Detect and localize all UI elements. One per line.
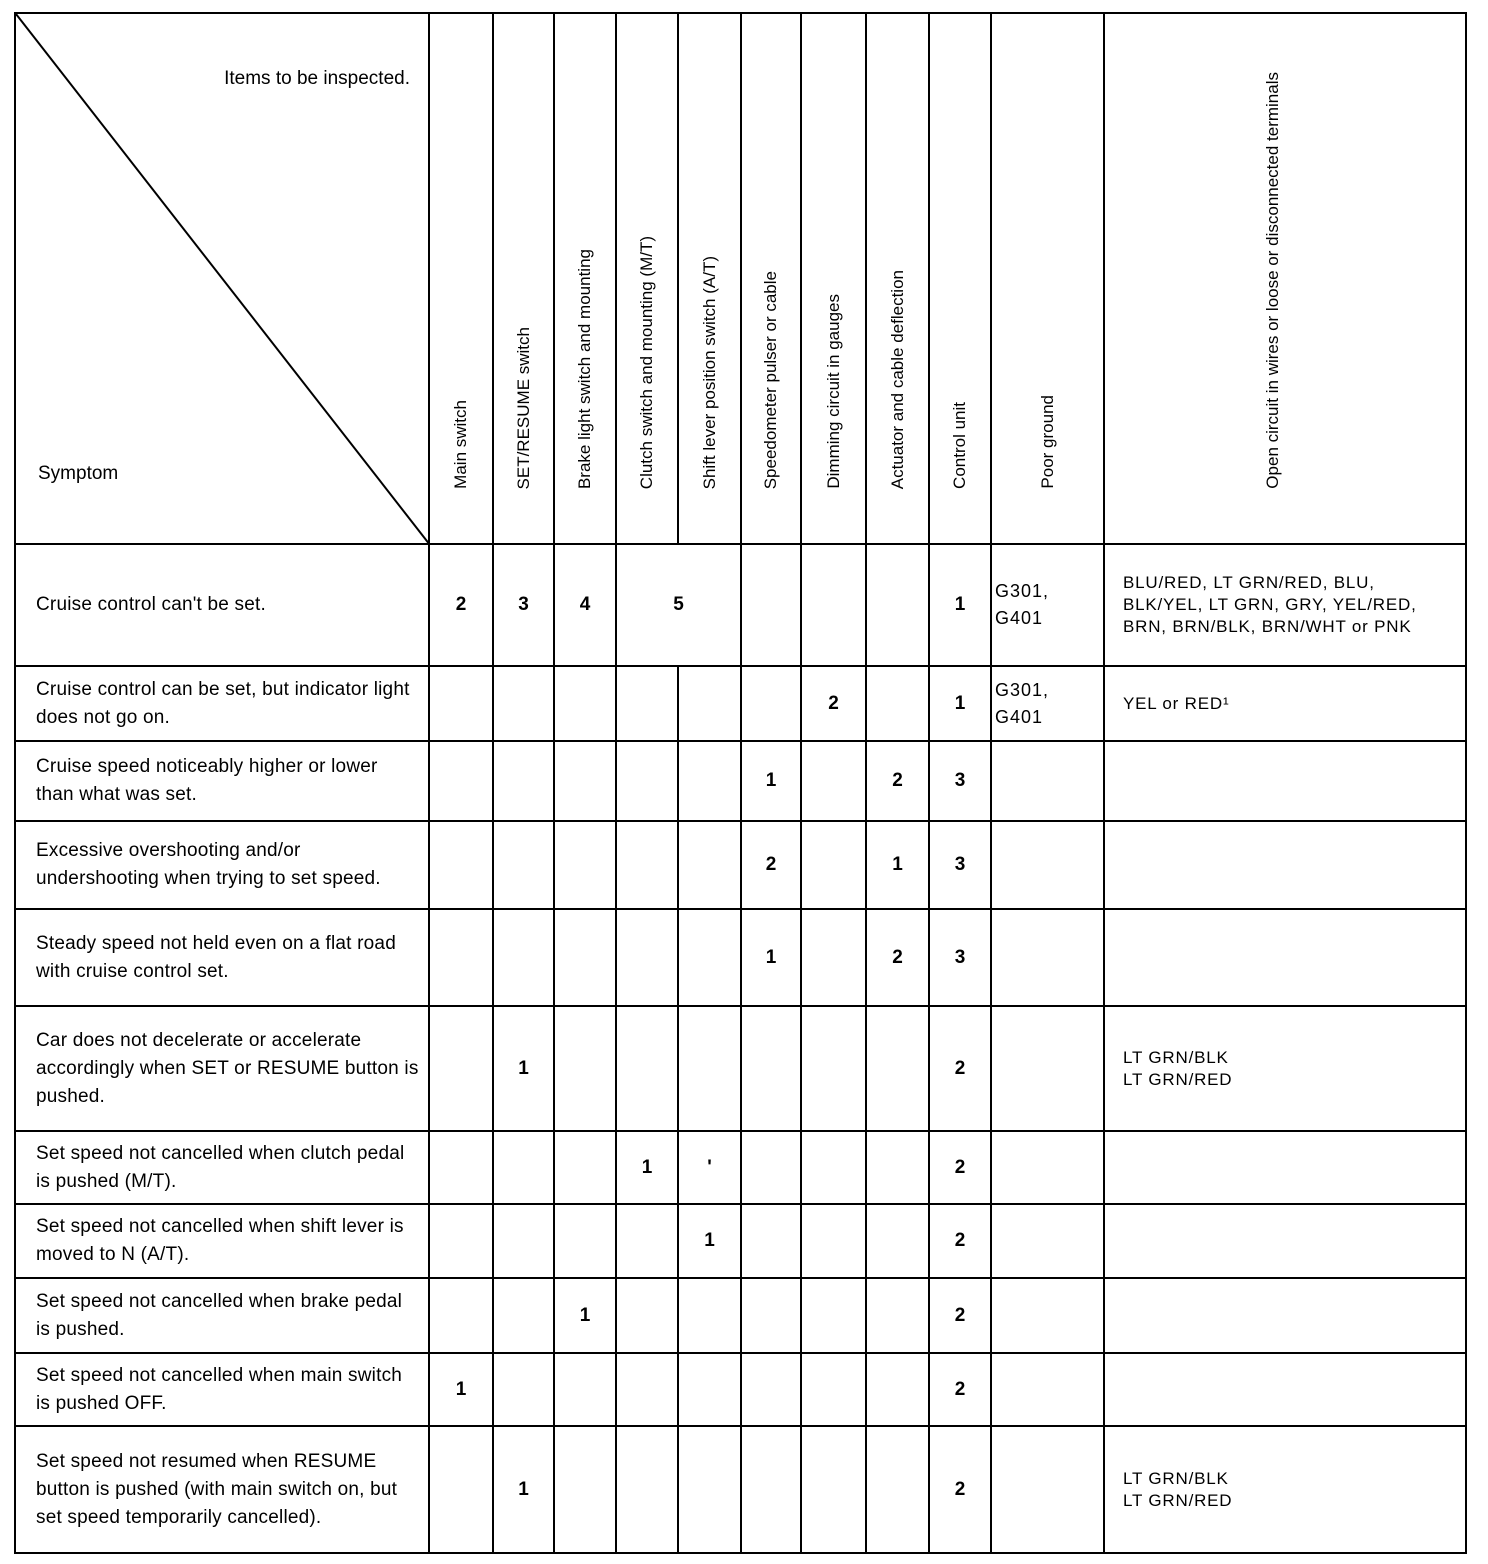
check-order-cell [428, 1277, 494, 1354]
poor-ground-cell [990, 1005, 1105, 1132]
check-order-cell [553, 1005, 617, 1132]
wires-cell [1103, 1203, 1467, 1279]
check-order-cell [492, 820, 555, 910]
check-order-cell [615, 1352, 679, 1427]
check-order-value: 1 [579, 1304, 591, 1326]
symptom-text: Steady speed not held even on a flat road with cruise control set. [36, 932, 396, 982]
column-header-label: Clutch switch and mounting (M/T) [637, 235, 656, 489]
symptom-cell [14, 665, 430, 742]
check-order-cell [740, 1277, 802, 1354]
symptom-text: Set speed not cancelled when main switch is pushed OFF. [36, 1364, 403, 1414]
check-order-value: 2 [954, 1230, 966, 1251]
poor-ground-cell [990, 1277, 1105, 1354]
check-order-value: 1 [518, 1478, 529, 1500]
symptom-text: Set speed not cancelled when clutch pedal is pushed (M/T). [36, 1142, 405, 1192]
symptom-text: Set speed not resumed when RESUME button is pushed (with main switch on, but set speed temporarily cancelled). [36, 1450, 398, 1528]
check-order-value: 1 [765, 770, 777, 791]
column-header-label: Main switch [451, 400, 470, 489]
check-order-cell [492, 1425, 555, 1554]
check-order-cell [553, 1425, 617, 1554]
check-order-cell [428, 1203, 494, 1279]
check-order-cell [677, 1277, 742, 1354]
check-order-value: 5 [673, 594, 684, 615]
check-order-cell [800, 1352, 867, 1427]
symptom-cell [14, 1425, 430, 1554]
check-order-cell [928, 820, 992, 910]
symptom-text: Set speed not cancelled when brake pedal is pushed. [36, 1290, 403, 1340]
check-order-cell [428, 1425, 494, 1554]
check-order-value: 2 [892, 946, 903, 968]
check-order-cell [928, 1203, 992, 1279]
symptom-text: Car does not decelerate or accelerate accordingly when SET or RESUME button is pushed. [36, 1029, 419, 1107]
check-order-cell [492, 1203, 555, 1279]
check-order-cell [928, 1130, 992, 1205]
check-order-cell [615, 1425, 679, 1554]
check-order-cell [800, 1425, 867, 1554]
column-header-label: Open circuit in wires or loose or disconnected terminals [1263, 72, 1282, 489]
symptom-cell [14, 1005, 430, 1132]
check-order-cell [800, 1005, 867, 1132]
check-order-cell [928, 740, 992, 822]
symptom-text: Set speed not cancelled when shift lever is moved to N (A/T). [36, 1216, 404, 1265]
check-order-cell [865, 543, 930, 667]
check-order-cell [677, 740, 742, 822]
check-order-cell [677, 1352, 742, 1427]
column-header [928, 12, 992, 545]
symptom-text: Cruise control can be set, but indicator light does not go on. [36, 678, 410, 728]
check-order-cell [865, 908, 930, 1007]
column-header [865, 12, 930, 545]
check-order-cell [740, 1005, 802, 1132]
check-order-cell [428, 1005, 494, 1132]
column-header [740, 12, 802, 545]
check-order-cell [740, 1130, 802, 1205]
check-order-cell [615, 1130, 679, 1205]
check-order-value: 2 [954, 1378, 966, 1400]
column-header-label: Dimming circuit in gauges [823, 294, 843, 489]
column-header-label: Poor ground [1037, 395, 1057, 489]
check-order-cell [928, 543, 992, 667]
check-order-cell [800, 665, 867, 742]
poor-ground-cell [990, 1130, 1105, 1205]
symptom-cell [14, 740, 430, 822]
check-order-cell [800, 1203, 867, 1279]
wires-text: LT GRN/BLK LT GRN/RED [1123, 1468, 1233, 1510]
symptom-cell [14, 1277, 430, 1354]
check-order-cell [865, 820, 930, 910]
poor-ground-cell [990, 820, 1105, 910]
check-order-cell [928, 1425, 992, 1554]
wires-text: BLU/RED, LT GRN/RED, BLU, BLK/YEL, LT GRN, GRY, YEL/RED, BRN, BRN/BLK, BRN/WHT or PNK [1123, 573, 1417, 636]
check-order-cell [492, 908, 555, 1007]
check-order-cell [800, 908, 867, 1007]
symptom-cell [14, 820, 430, 910]
items-label: Items to be inspected. [224, 68, 410, 89]
check-order-value: 2 [954, 1156, 966, 1178]
check-order-cell [492, 740, 555, 822]
check-order-value: 2 [892, 770, 903, 791]
check-order-value: 1 [704, 1230, 715, 1251]
column-header-label: SET/RESUME switch [513, 326, 533, 489]
column-header [677, 12, 742, 545]
check-order-cell [800, 1130, 867, 1205]
symptom-text: Cruise speed noticeably higher or lower than what was set. [36, 756, 378, 805]
check-order-cell [865, 1277, 930, 1354]
check-order-cell [492, 1352, 555, 1427]
check-order-cell [492, 543, 555, 667]
check-order-cell [928, 665, 992, 742]
check-order-value: 4 [579, 594, 591, 615]
check-order-value: 2 [765, 854, 777, 875]
check-order-cell [553, 1352, 617, 1427]
symptom-text: Excessive overshooting and/or undershooting when trying to set speed. [36, 840, 381, 889]
column-header-label: Brake light switch and mounting [575, 248, 594, 489]
check-order-cell [677, 665, 742, 742]
check-order-cell [865, 665, 930, 742]
check-order-cell [553, 1277, 617, 1354]
wires-cell [1103, 1005, 1467, 1132]
check-order-cell [615, 1277, 679, 1354]
column-header-label: Speedometer pulser or cable [761, 270, 780, 489]
check-order-cell [865, 1352, 930, 1427]
column-header [492, 12, 555, 545]
poor-ground-text: G301, G401 [995, 581, 1050, 628]
check-order-value: 3 [954, 854, 966, 875]
poor-ground-cell [990, 740, 1105, 822]
wires-cell [1103, 543, 1467, 667]
check-order-cell [677, 1425, 742, 1554]
column-header-label: Shift lever position switch (A/T) [699, 255, 719, 489]
poor-ground-text: G301, G401 [995, 679, 1050, 727]
check-order-cell [553, 1203, 617, 1279]
check-order-cell [428, 1130, 494, 1205]
check-order-cell [428, 1352, 494, 1427]
check-order-value: 1 [641, 1156, 653, 1178]
check-order-value: 1 [518, 1057, 529, 1079]
check-order-value: 3 [954, 770, 966, 791]
check-order-value: 3 [954, 946, 966, 968]
check-order-cell [553, 543, 617, 667]
check-order-cell [740, 1352, 802, 1427]
check-order-cell [677, 1005, 742, 1132]
check-order-cell [677, 820, 742, 910]
check-order-cell [492, 1277, 555, 1354]
wires-cell [1103, 1277, 1467, 1354]
check-order-cell [800, 1277, 867, 1354]
wires-cell [1103, 740, 1467, 822]
check-order-cell [615, 1005, 679, 1132]
poor-ground-cell [990, 1203, 1105, 1279]
check-order-cell [428, 820, 494, 910]
column-header-label: Control unit [950, 402, 969, 489]
check-order-cell [740, 820, 802, 910]
check-order-cell [615, 543, 742, 667]
check-order-value: 1 [892, 854, 903, 875]
check-order-cell [428, 543, 494, 667]
check-order-value: 1 [954, 594, 966, 615]
check-order-value: ' [707, 1156, 712, 1178]
symptom-cell [14, 1130, 430, 1205]
check-order-cell [553, 740, 617, 822]
poor-ground-cell [990, 908, 1105, 1007]
check-order-cell [677, 908, 742, 1007]
check-order-cell [615, 740, 679, 822]
check-order-value: 2 [455, 594, 467, 615]
check-order-cell [492, 665, 555, 742]
check-order-value: 2 [828, 692, 839, 714]
check-order-value: 1 [455, 1378, 467, 1400]
check-order-cell [428, 665, 494, 742]
wires-cell [1103, 665, 1467, 742]
column-header [1103, 12, 1467, 545]
column-header-label: Actuator and cable deflection [887, 269, 907, 489]
check-order-cell [865, 1203, 930, 1279]
check-order-cell [615, 665, 679, 742]
check-order-value: 1 [954, 692, 966, 714]
symptom-cell [14, 543, 430, 667]
check-order-cell [740, 543, 802, 667]
column-header [553, 12, 617, 545]
check-order-cell [740, 1203, 802, 1279]
check-order-cell [740, 665, 802, 742]
check-order-cell [928, 908, 992, 1007]
check-order-cell [492, 1005, 555, 1132]
check-order-cell [553, 1130, 617, 1205]
column-header [428, 12, 494, 545]
check-order-cell [615, 1203, 679, 1279]
wires-cell [1103, 820, 1467, 910]
symptom-text: Cruise control can't be set. [36, 594, 266, 615]
wires-cell [1103, 1425, 1467, 1554]
poor-ground-cell [990, 665, 1105, 742]
poor-ground-cell [990, 1425, 1105, 1554]
check-order-cell [492, 1130, 555, 1205]
wires-cell [1103, 1130, 1467, 1205]
check-order-value: 1 [765, 946, 777, 968]
check-order-cell [740, 740, 802, 822]
symptom-cell [14, 1203, 430, 1279]
check-order-cell [865, 1005, 930, 1132]
wires-cell [1103, 908, 1467, 1007]
check-order-cell [615, 820, 679, 910]
check-order-cell [428, 740, 494, 822]
wires-text: YEL or RED¹ [1123, 693, 1230, 713]
wires-text: LT GRN/BLK LT GRN/RED [1123, 1047, 1233, 1089]
check-order-cell [553, 908, 617, 1007]
check-order-value: 3 [518, 594, 529, 615]
poor-ground-cell [990, 1352, 1105, 1427]
check-order-value: 2 [954, 1478, 966, 1500]
column-header [615, 12, 679, 545]
check-order-value: 2 [954, 1057, 966, 1079]
wires-cell [1103, 1352, 1467, 1427]
column-header [800, 12, 867, 545]
check-order-cell [677, 1130, 742, 1205]
check-order-cell [865, 1130, 930, 1205]
check-order-cell [928, 1005, 992, 1132]
column-header [990, 12, 1105, 545]
check-order-value: 2 [954, 1304, 966, 1326]
check-order-cell [428, 908, 494, 1007]
corner-header [14, 12, 430, 545]
check-order-cell [865, 740, 930, 822]
symptom-cell [14, 1352, 430, 1427]
poor-ground-cell [990, 543, 1105, 667]
check-order-cell [800, 740, 867, 822]
check-order-cell [553, 820, 617, 910]
check-order-cell [615, 908, 679, 1007]
check-order-cell [928, 1352, 992, 1427]
check-order-cell [865, 1425, 930, 1554]
check-order-cell [740, 1425, 802, 1554]
symptom-label: Symptom [38, 463, 119, 484]
check-order-cell [928, 1277, 992, 1354]
check-order-cell [677, 1203, 742, 1279]
check-order-cell [800, 820, 867, 910]
check-order-cell [740, 908, 802, 1007]
check-order-cell [800, 543, 867, 667]
symptom-cell [14, 908, 430, 1007]
check-order-cell [553, 665, 617, 742]
